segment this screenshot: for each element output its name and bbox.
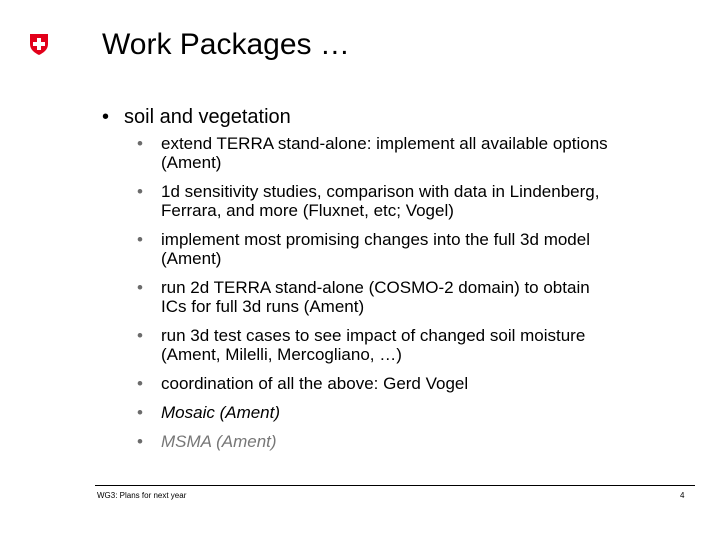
list-item-line: ICs for full 3d runs (Ament) xyxy=(161,297,365,316)
list-item xyxy=(137,326,707,364)
list-item xyxy=(137,432,707,451)
bullet-icon: • xyxy=(137,403,143,422)
footer-caption: WG3: Plans for next year xyxy=(97,491,187,500)
bullet-icon: • xyxy=(137,432,143,451)
list-item xyxy=(137,278,707,316)
list-item-line: (Ament) xyxy=(161,153,222,172)
sub-bullet-list xyxy=(137,134,707,461)
list-item xyxy=(137,230,707,268)
bullet-icon: • xyxy=(137,278,143,297)
list-item-line: (Ament, Milelli, Mercogliano, …) xyxy=(161,345,402,364)
list-item xyxy=(137,182,707,220)
main-bullet-text: soil and vegetation xyxy=(124,106,291,128)
list-item-line: (Ament) xyxy=(161,249,222,268)
list-item xyxy=(137,374,707,393)
bullet-icon: • xyxy=(137,374,143,393)
list-item-line: Ferrara, and more (Fluxnet, etc; Vogel) xyxy=(161,201,454,220)
page-number: 4 xyxy=(680,491,685,500)
list-item xyxy=(137,134,707,172)
bullet-icon: • xyxy=(137,230,143,249)
list-item-line: run 3d test cases to see impact of changed soil moisture xyxy=(161,326,586,345)
list-item-line: 1d sensitivity studies, comparison with data in Lindenberg, xyxy=(161,182,600,201)
bullet-icon: • xyxy=(137,182,143,201)
footer-divider xyxy=(95,485,695,486)
list-item-line: MSMA (Ament) xyxy=(161,432,277,451)
list-item-line: Mosaic (Ament) xyxy=(161,403,281,422)
list-item-line: implement most promising changes into the full 3d model xyxy=(161,230,590,249)
swiss-cross-icon xyxy=(27,32,51,56)
list-item-line: run 2d TERRA stand-alone (COSMO-2 domain) to obtain xyxy=(161,278,590,297)
main-bullet xyxy=(102,105,291,129)
list-item-line: extend TERRA stand-alone: implement all available options xyxy=(161,134,608,153)
slide-title: Work Packages … xyxy=(102,28,350,61)
bullet-icon: • xyxy=(102,106,110,128)
bullet-icon: • xyxy=(137,134,143,153)
bullet-icon: • xyxy=(137,326,143,345)
list-item-line: coordination of all the above: Gerd Vogel xyxy=(161,374,469,393)
list-item xyxy=(137,403,707,422)
